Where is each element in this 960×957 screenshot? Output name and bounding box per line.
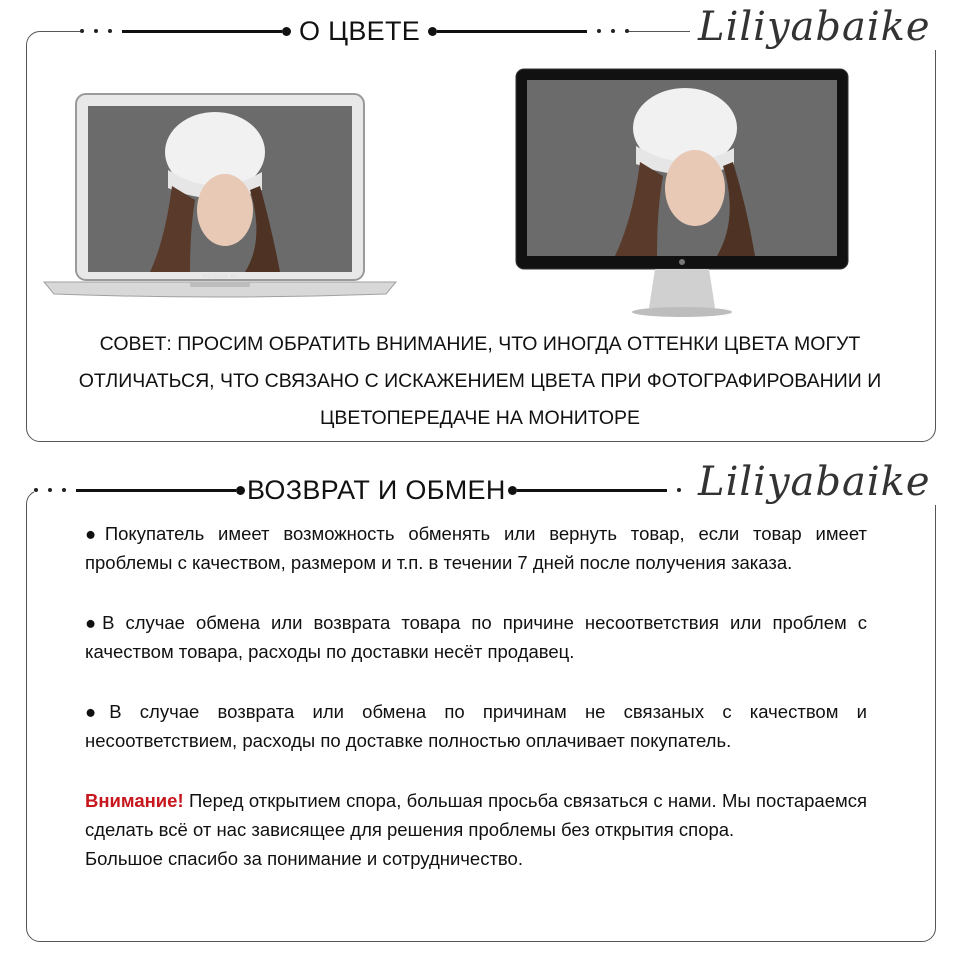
- color-section-header: [80, 12, 629, 50]
- return-policy-text: [85, 519, 867, 873]
- section-title: ВОЗВРАТ И ОБМЕН: [247, 474, 506, 505]
- section-title: О ЦВЕТЕ: [299, 15, 421, 46]
- warning-label: Внимание!: [85, 790, 184, 811]
- brand-logo: Liliyabaike: [690, 459, 939, 505]
- policy-item: ●В случае обмена или возврата товара по причине несоответствия или проблем с качеством товара, расходы по доставки несёт продавец.: [85, 612, 867, 662]
- apple-logo-icon: [679, 259, 685, 265]
- warning-paragraph: [85, 786, 867, 844]
- monitor-illustration: [515, 68, 850, 320]
- policy-item: ●В случае возврата или обмена по причинам не связаных с качеством и несоответствием, расходы по доставке полностью оплачивает покупатель.: [85, 701, 867, 751]
- thanks-text: Большое спасибо за понимание и сотрудничество.: [85, 848, 523, 869]
- left-ornament: [34, 486, 245, 495]
- color-notice-text: СОВЕТ: ПРОСИМ ОБРАТИТЬ ВНИМАНИЕ, ЧТО ИНОГДА ОТТЕНКИ ЦВЕТА МОГУТ ОТЛИЧАТЬСЯ, ЧТО СВЯЗАНО С ИСКАЖЕНИЕМ ЦВЕТА ПРИ ФОТОГРАФИРОВАНИИ И ЦВЕТОПЕРЕДАЧЕ НА МОНИТОРЕ: [78, 333, 882, 429]
- right-ornament: [428, 27, 629, 36]
- return-section-header: [34, 471, 709, 509]
- policy-item: ●Покупатель имеет возможность обменять или вернуть товар, если товар имеет проблемы с качеством, размером и т.п. в течении 7 дней после получения заказа.: [85, 523, 867, 573]
- brand-logo: Liliyabaike: [690, 4, 939, 50]
- laptop-illustration: [40, 90, 400, 305]
- right-ornament: [508, 486, 709, 495]
- laptop-brand-label: MacBook Air: [201, 273, 239, 280]
- warning-text: Перед открытием спора, большая просьба связаться с нами. Мы постараемся сделать всё от нас зависящее для решения проблемы без открытия спора.: [85, 790, 867, 840]
- left-ornament: [80, 27, 291, 36]
